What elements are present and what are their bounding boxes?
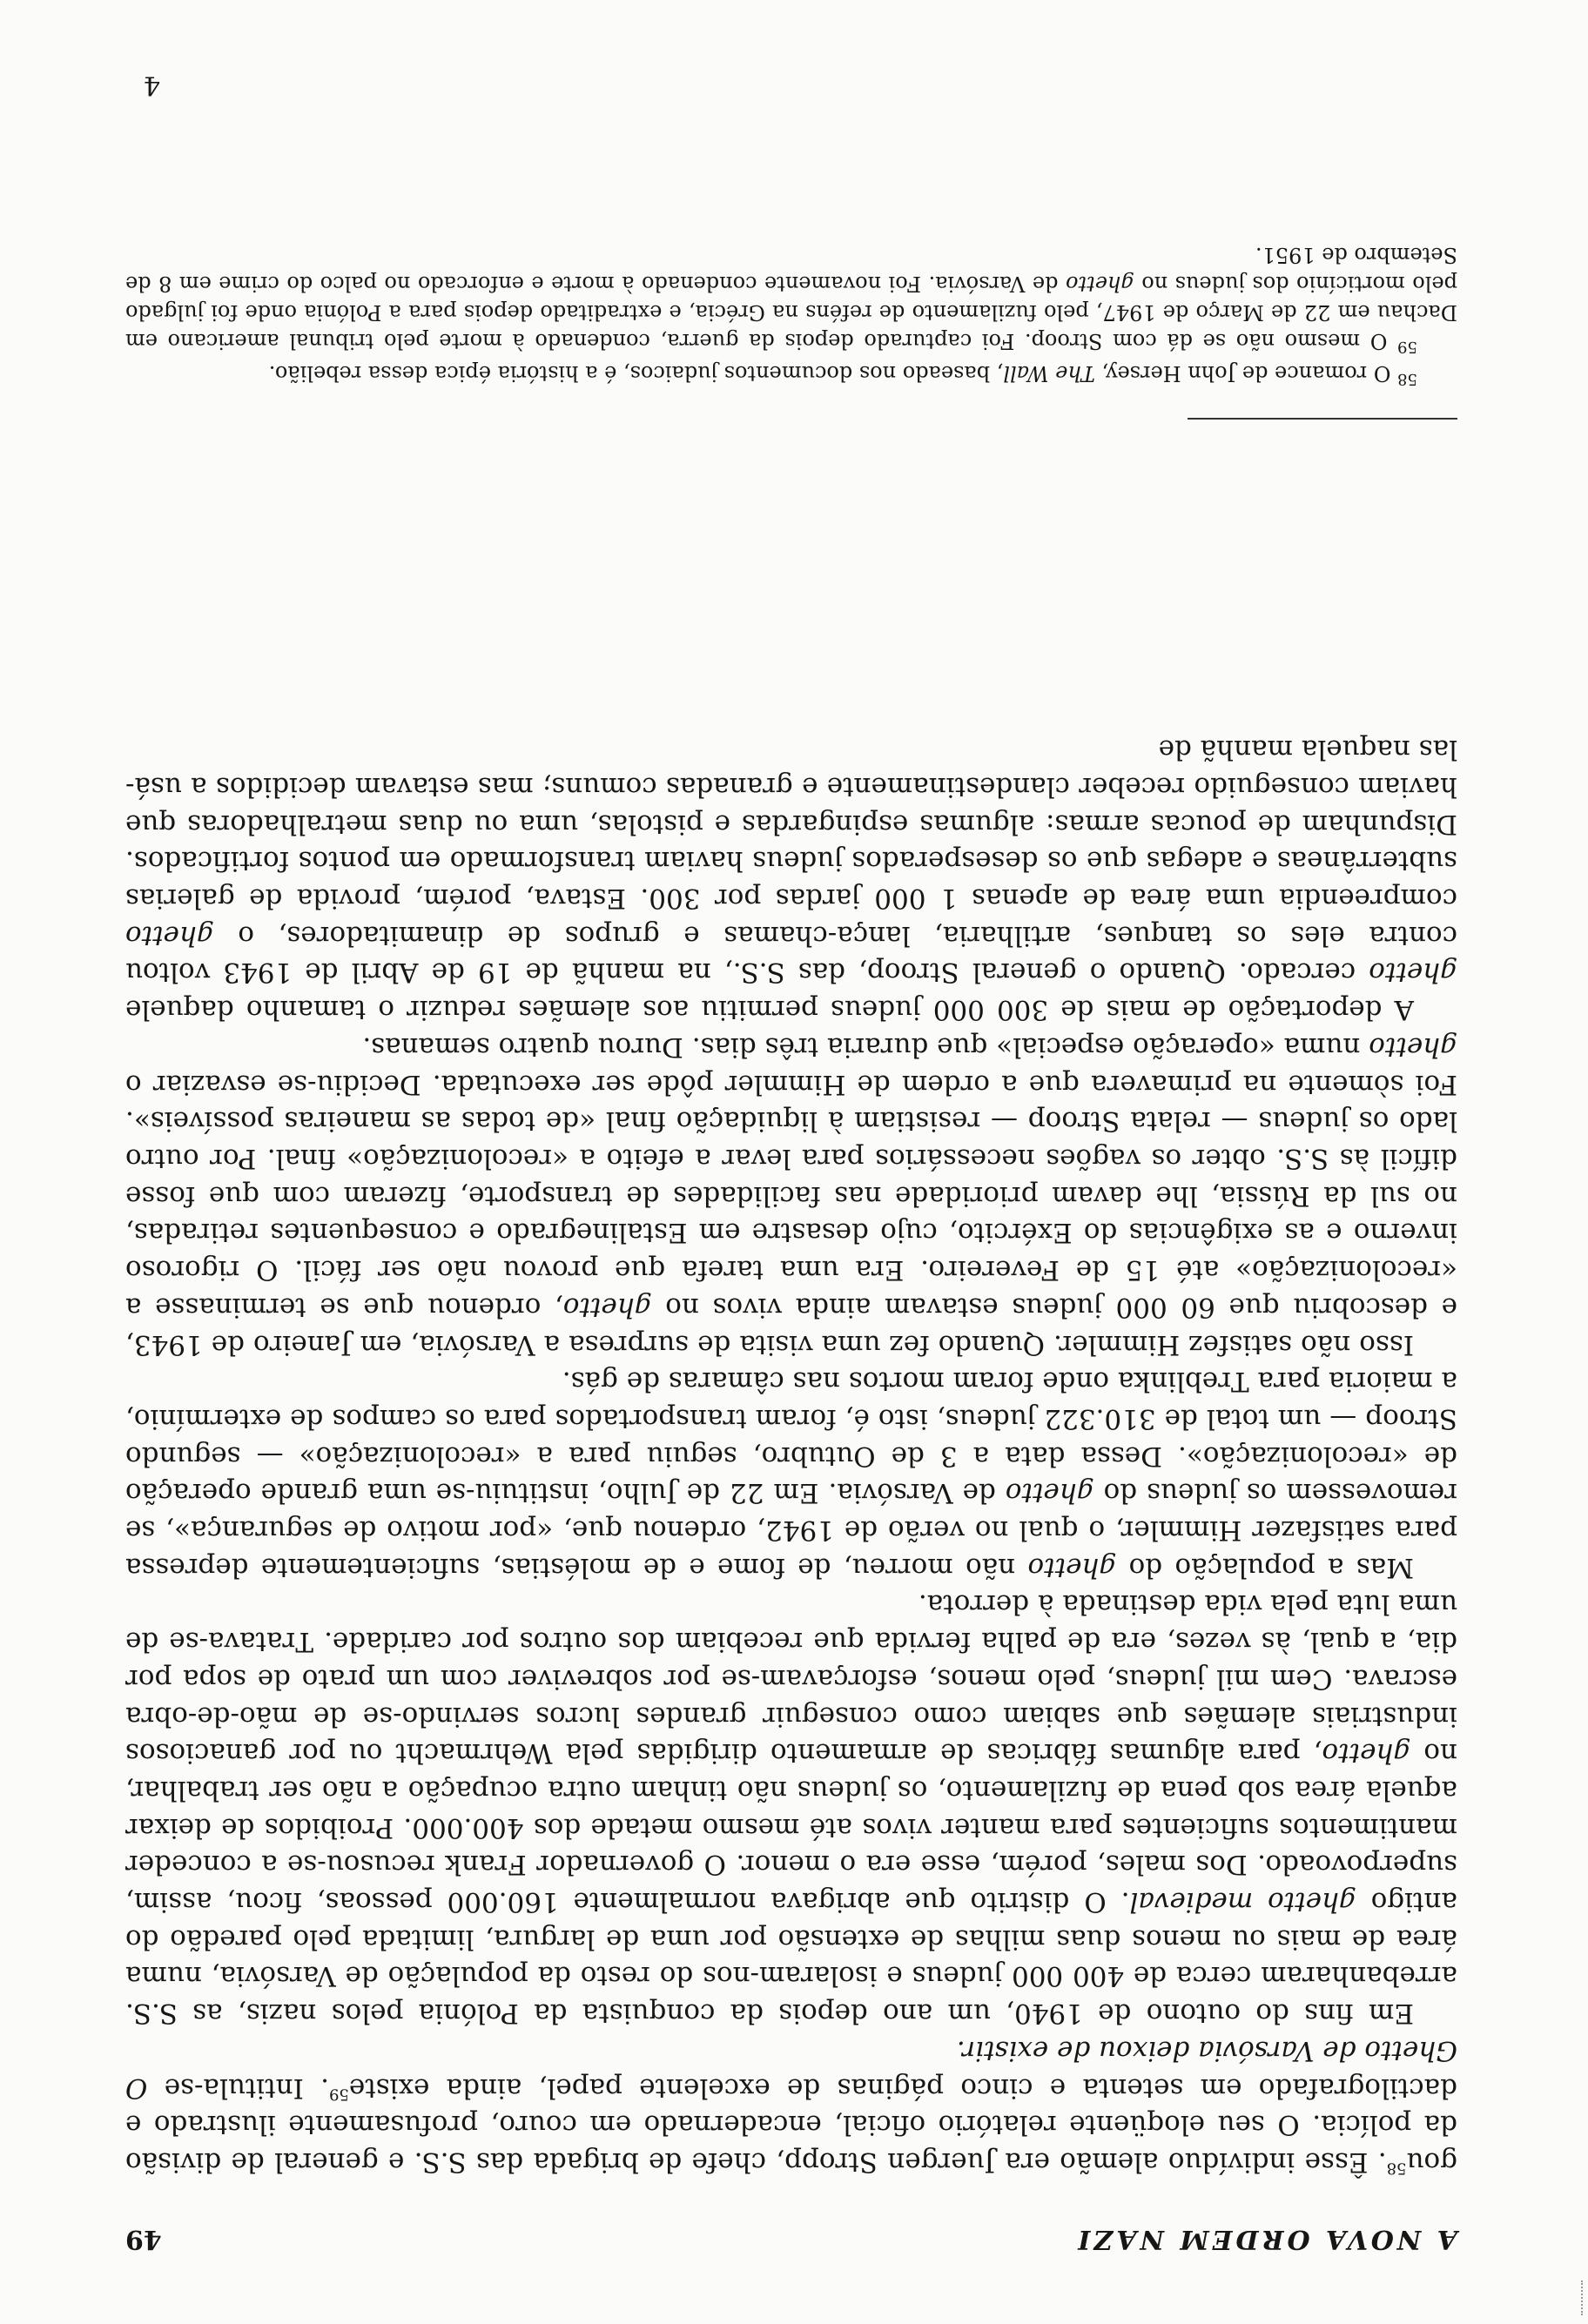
footnote-58	[125, 359, 1457, 387]
scan-edge-marks	[1578, 2280, 1583, 2315]
italic-text: ghetto	[1066, 272, 1134, 296]
text-run: . Êsse indivíduo alemão era Juergen Stropp, chefe de brigada das S.S. e general de divisão da polícia. O seu eloqüente relatório oficial, encadernado em couro, profusamente ilustrado e dactilografado em setenta e cinco páginas de excelente papel, ainda existe	[125, 2072, 1457, 2178]
text-run: , para algumas fábricas de armamento dirigidas pela Wehrmacht ou por ganaciosos industriais alemães que sabiam como conseguir grandes lucros servindo-se de mão-de-obra escrava. Cem mil judeus, pelo menos, esforçavam-se por sobreviver com um prato de sopa por dia, a qual, às vezes, era de palha fervida que recebiam dos outros por caridade. Tratava-se de uma luta pela vida destinada à derrota.	[124, 1589, 1457, 1770]
italic-text: ghetto	[1369, 1031, 1457, 1063]
paragraph-p4	[125, 1028, 1457, 1362]
footnote-marker: 59	[1397, 338, 1417, 356]
text-run: Mas a população do	[1116, 1551, 1414, 1583]
page-header	[125, 2202, 1457, 2254]
footnote-divider	[1188, 418, 1457, 420]
text-run: não morreu, de fome e de moléstias, suficientemente depressa para satisfazer Himmler, o qual no verão de 1942, ordenou que, «por motivo de segurança», se removessem os judeus do	[125, 1477, 1457, 1583]
body-text	[125, 731, 1457, 2180]
text-run: O mesmo não se dá com Stroop. Foi capturado depois da guerra, condenado à morte pelo tribunal americano em Dachau em 22 de Março de 1947, pelo fuzilamento de reféns na Grécia, e extraditado depois para a Polónia onde foi julgado pelo morticínio dos judeus no	[125, 272, 1457, 353]
footnote-59	[125, 240, 1457, 355]
italic-text: The Wall	[1003, 361, 1095, 386]
text-run: numa «operação especial» que duraria três dias. Durou quatro semanas.	[362, 1031, 1369, 1063]
footnote-marker: 58	[1397, 370, 1417, 388]
running-head: A NOVA ORDEM NAZI	[1074, 2224, 1457, 2254]
footnotes	[125, 237, 1457, 387]
text-run: de Varsóvia. Em 22 de Julho, instituiu-se uma grande operação de «recolonização». Dessa data a 3 de Outubro, seguiu para a «recolonização» — segundo Stroop — um total de 310.322 judeus, isto é, foram transportados para os campos de extermínio, a maioria para Treblinka onde foram mortos nas câmaras de gás.	[125, 1366, 1457, 1509]
text-run: de Varsóvia. Foi novamente condenado à morte e enforcado no palco do crime em 8 de Setembro de 1951.	[125, 243, 1457, 296]
text-run: Isso não satisfez Himmler. Quando fez uma visita de surpresa a Varsóvia, em Janeiro de 1943, e descobriu que 60 000 judeus estavam ainda vivos no	[125, 1291, 1457, 1360]
page-number: 49	[125, 2224, 162, 2254]
italic-text: ghetto	[1322, 1737, 1411, 1770]
footnote-marker: 59	[329, 2084, 349, 2103]
text-run: cercado. Quando o general Stroop, das S.S., na manhã de 19 de Abril de 1943 voltou contra eles os tanques, artilharia, lança-chamas e grupos de dinamitadores, o	[125, 919, 1457, 989]
text-run: O romance de John Hersey,	[1094, 361, 1398, 386]
italic-text: ghetto medieval	[1129, 1886, 1356, 1918]
text-run: , baseado nos documentos judaicos, é a história épica dessa rebelião.	[268, 361, 1004, 386]
italic-text: ghetto	[562, 1291, 652, 1323]
italic-text: O Ghetto de Varsóvia deixou de existir.	[125, 2034, 1457, 2104]
text-run: compreendia uma área de apenas 1 000 jardas por 300. Estava, porém, provida de galerias subterrâneas e adegas que os desesperados judeus haviam transformado em pontos fortificados. Dispunham de poucas armas: algumas espingardas e pistolas, uma ou duas metralhadoras que haviam conseguido receber clandestinamente e granadas comuns; mas estavam decididos a usá-las naquela manhã de	[125, 734, 1457, 915]
paragraph-p5	[125, 731, 1457, 1029]
italic-text: ghetto	[1005, 1477, 1094, 1509]
paragraph-p3	[125, 1363, 1457, 1586]
text-run: gou	[1406, 2146, 1457, 2178]
signature-mark: 4	[143, 70, 160, 100]
text-run: . O distrito que abrigava normalmente 160.000 pessoas, ficou, assim, superpovoado. Dos males, porém, esse era o menor. O governador Frank recusou-se a conceder mantimentos suficientes para manter vivos até mesmo metade dos 400.000. Proibidos de deixar aquela área sob pena de fuzilamento, os judeus não tinham outra ocupação a não ser trabalhar, no	[125, 1737, 1457, 1918]
italic-text: ghetto	[1369, 957, 1457, 989]
italic-text: ghetto	[125, 919, 214, 951]
footnote-marker: 58	[1386, 2159, 1407, 2178]
text-run: , ordenou que se terminasse a «recolonização» até 15 de Fevereiro. Era uma tarefa que provou não ser fácil. O rigoroso inverno e as exigências do Exército, cujo desastre em Estalinegrado e consequentes retiradas, no sul da Rússia, lhe davam prioridade nas facilidades de transporte, fizeram com que fosse difícil às S.S. obter os vagões necessários para levar a efeito a «recolonização» final. Por outro lado os judeus — relata Stroop — resistiam à liquidação final «de todas as maneiras possíveis». Foi sòmente na primavera que a ordem de Himmler pôde ser executada. Decidiu-se esvaziar o	[125, 1068, 1457, 1323]
text-run: . Intitula-se	[147, 2072, 329, 2104]
italic-text: ghetto	[1027, 1551, 1117, 1583]
text-run: A deportação de mais de 300 000 judeus permitiu aos alemães reduzir o tamanho daquele	[125, 994, 1414, 1026]
paragraph-p2	[125, 1586, 1457, 2032]
paragraph-p1	[125, 2032, 1457, 2180]
text-run: Em fins do outono de 1940, um ano depois da conquista da Polónia pelos nazis, as S.S. arrebanharam cerca de 400 000 judeus e isolaram-nos do resto da população de Varsóvia, numa área de mais ou menos duas milhas de extensão por uma de largura, limitada pelo paredão do antigo	[125, 1886, 1457, 2030]
